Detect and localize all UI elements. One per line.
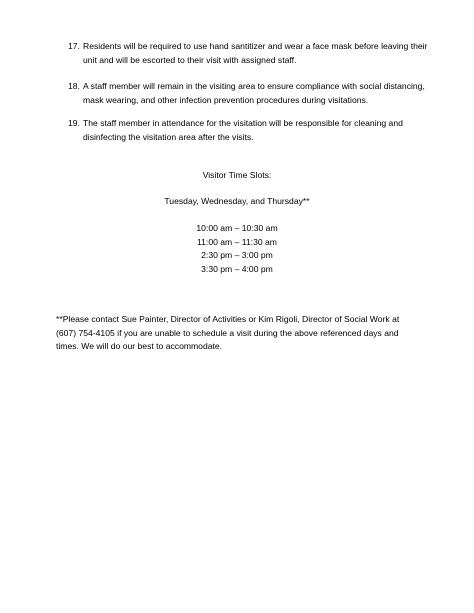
list-item-number: 19. [68,118,80,128]
time-slot: 11:00 am – 11:30 am [197,236,277,247]
time-slots-heading: Visitor Time Slots: [202,170,272,180]
time-slot: 10:00 am – 10:30 am [196,223,278,233]
list-item-text: A staff member will remain in the visiting area to ensure compliance with social distancing, mask wearing, and other infection prevention procedures during visitations. [83,81,425,105]
list-item-text: Residents will be required to use hand santitizer and wear a face mask before leaving their unit and will be escorted to their visit with assigned staff. [83,41,428,65]
list-item-number: 18. [68,81,80,91]
list-item-number: 17. [68,41,80,51]
contact-footnote: **Please contact Sue Painter, Director of Activities or Kim Rigoli, Director of Social Work at (607) 754-4105 if you are unable to schedule a visit during the above referenced days and times. We will do our best to accommodate. [56,314,400,352]
list-item-text: The staff member in attendance for the visitation will be responsible for cleaning and disinfecting the visitation area after the visits. [83,118,403,142]
time-slot: 2:30 pm – 3:00 pm [201,250,273,261]
time-slots-list [0,222,474,276]
time-slot: 3:30 pm – 4:00 pm [201,263,273,274]
time-slots-days: Tuesday, Wednesday, and Thursday** [164,196,310,206]
